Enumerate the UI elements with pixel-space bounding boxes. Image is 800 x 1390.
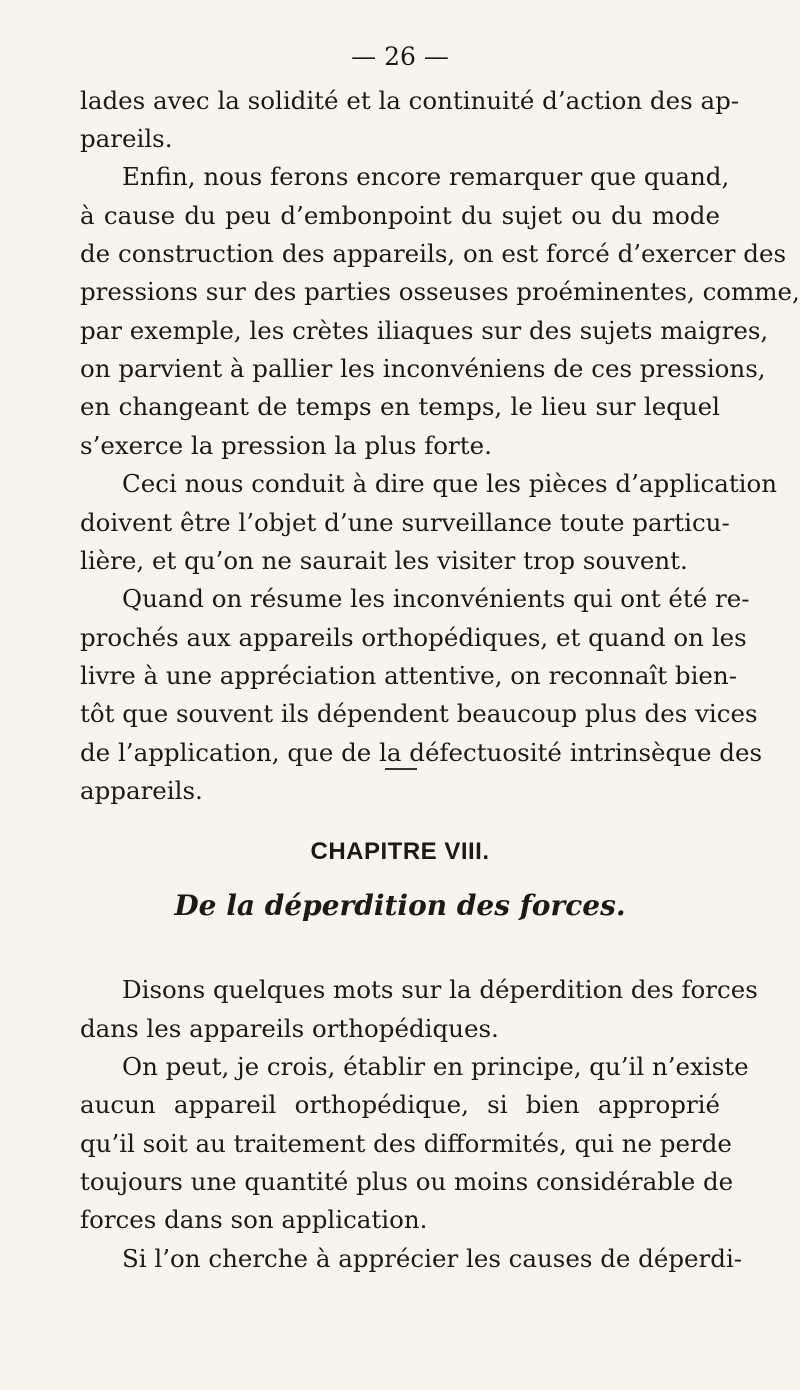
text-line: lades avec la solidité et la continuité d’action des ap-: [80, 86, 740, 115]
text-line: Enfin, nous ferons encore remarquer que quand,: [122, 162, 730, 191]
text-line: prochés aux appareils orthopédiques, et quand on les: [80, 623, 747, 652]
text-line: doivent être l’objet d’une surveillance toute particu-: [80, 508, 730, 537]
text-line: forces dans son application.: [80, 1205, 428, 1234]
text-line: appareils.: [80, 776, 203, 805]
text-line: pareils.: [80, 124, 173, 153]
text-line: livre à une appréciation attentive, on reconnaît bien-: [80, 661, 737, 690]
text-line: aucun appareil orthopédique, si bien approprié: [80, 1090, 720, 1119]
text-line: de l’application, que de la défectuosité intrinsèque des: [80, 738, 763, 767]
text-line: tôt que souvent ils dépendent beaucoup plus des vices: [80, 699, 758, 728]
text-line: toujours une quantité plus ou moins considérable de: [80, 1167, 734, 1196]
text-line: s’exerce la pression la plus forte.: [80, 431, 492, 460]
chapter-subtitle: De la déperdition des forces.: [174, 889, 626, 922]
text-line: qu’il soit au traitement des difformités, qui ne perde: [80, 1129, 732, 1158]
text-line: par exemple, les crètes iliaques sur des sujets maigres,: [80, 316, 769, 345]
text-line: On peut, je crois, établir en principe, qu’il n’existe: [122, 1052, 749, 1081]
text-line: de construction des appareils, on est forcé d’exercer des: [80, 239, 787, 268]
text-line: Quand on résume les inconvénients qui ont été re-: [122, 584, 750, 613]
text-line: on parvient à pallier les inconvéniens de ces pressions,: [80, 354, 766, 383]
text-line: lière, et qu’on ne saurait les visiter trop souvent.: [80, 546, 688, 575]
text-line: en changeant de temps en temps, le lieu sur lequel: [80, 392, 720, 421]
text-line: dans les appareils orthopédiques.: [80, 1014, 499, 1043]
chapter-heading: CHAPITRE VIII.: [310, 838, 490, 865]
text-line: Disons quelques mots sur la déperdition des forces: [122, 975, 758, 1004]
text-line: Ceci nous conduit à dire que les pièces d’application: [122, 469, 778, 498]
text-line: pressions sur des parties osseuses proéminentes, comme,: [80, 277, 800, 306]
section-divider: [385, 768, 417, 770]
text-line: Si l’on cherche à apprécier les causes de déperdi-: [122, 1244, 743, 1273]
text-line: à cause du peu d’embonpoint du sujet ou du mode: [80, 201, 720, 230]
page-number: — 26 —: [351, 42, 449, 71]
